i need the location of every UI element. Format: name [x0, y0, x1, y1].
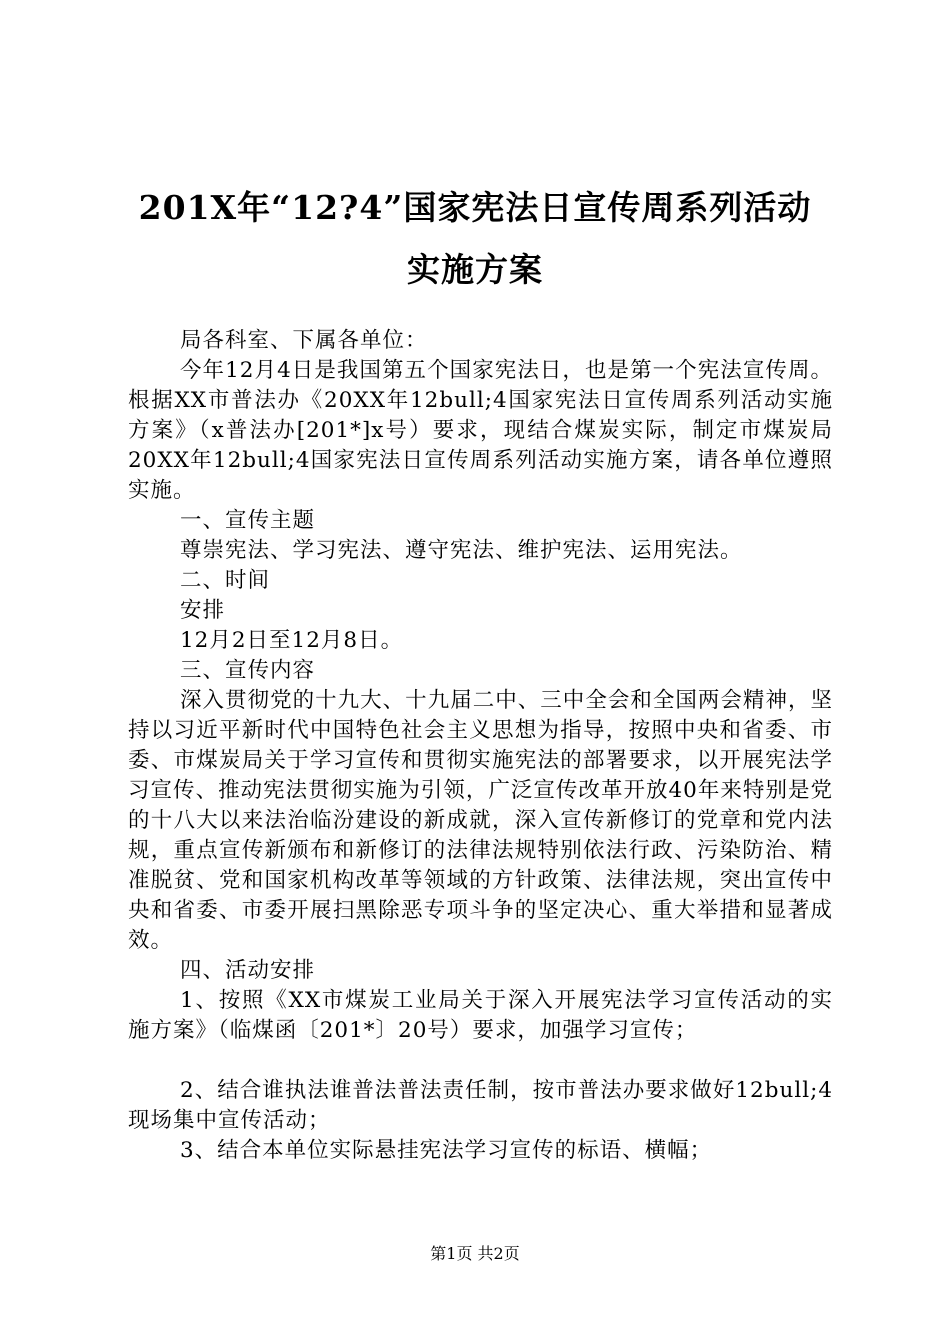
document-body: [128, 326, 833, 1166]
section-heading-theme: 一、宣传主题: [180, 508, 316, 533]
content-paragraph: 深入贯彻党的十九大、十九届二中、三中全会和全国两会精神，坚持以习近平新时代中国特色社会主义思想为指导，按照中央和省委、市委、市煤炭局关于学习宣传和贯彻实施宪法的部署要求，以开展宪法学习宣传、推动宪法贯彻实施为引领，广泛宣传改革开放40年来特别是党的十八大以来法治临汾建设的新成就，深入宣传新修订的党章和党内法规，重点宣传新颁布和新修订的法律法规特别依法行政、污染防治、精准脱贫、党和国家机构改革等领域的方针政策、法律法规，突出宣传中央和省委、市委开展扫黑除恶专项斗争的坚定决心、重大举措和显著成效。: [128, 688, 833, 953]
time-subheading: 安排: [180, 598, 226, 623]
section-heading-content: 三、宣传内容: [180, 658, 316, 683]
page-footer: 第1页 共2页: [430, 1244, 520, 1263]
blank-line: [128, 1046, 833, 1076]
document-title-line-1: 201X年“12?4”国家宪法日宣传周系列活动: [138, 188, 812, 227]
time-paragraph: 12月2日至12月8日。: [180, 628, 404, 653]
document-title-line-2: 实施方案: [407, 250, 543, 289]
intro-paragraph: 今年12月4日是我国第五个国家宪法日，也是第一个宪法宣传周。根据XX市普法办《20XX年12bull;4国家宪法日宣传周系列活动实施方案》（x普法办[201*]x号）要求，现结合煤炭实际，制定市煤炭局20XX年12bull;4国家宪法日宣传周系列活动实施方案，请各单位遵照实施。: [128, 358, 833, 503]
activity-item-1: 1、按照《XX市煤炭工业局关于深入开展宪法学习宣传活动的实施方案》（临煤函〔201*〕20号）要求，加强学习宣传；: [128, 988, 833, 1043]
activity-item-3: 3、结合本单位实际悬挂宪法学习宣传的标语、横幅；: [180, 1138, 713, 1163]
theme-paragraph: 尊崇宪法、学习宪法、遵守宪法、维护宪法、运用宪法。: [180, 538, 743, 563]
salutation: 局各科室、下属各单位：: [180, 328, 428, 353]
section-heading-time: 二、时间: [180, 568, 271, 593]
section-heading-activities: 四、活动安排: [180, 958, 316, 983]
activity-item-2: 2、结合谁执法谁普法普法责任制，按市普法办要求做好12bull;4现场集中宣传活动；: [128, 1078, 833, 1133]
